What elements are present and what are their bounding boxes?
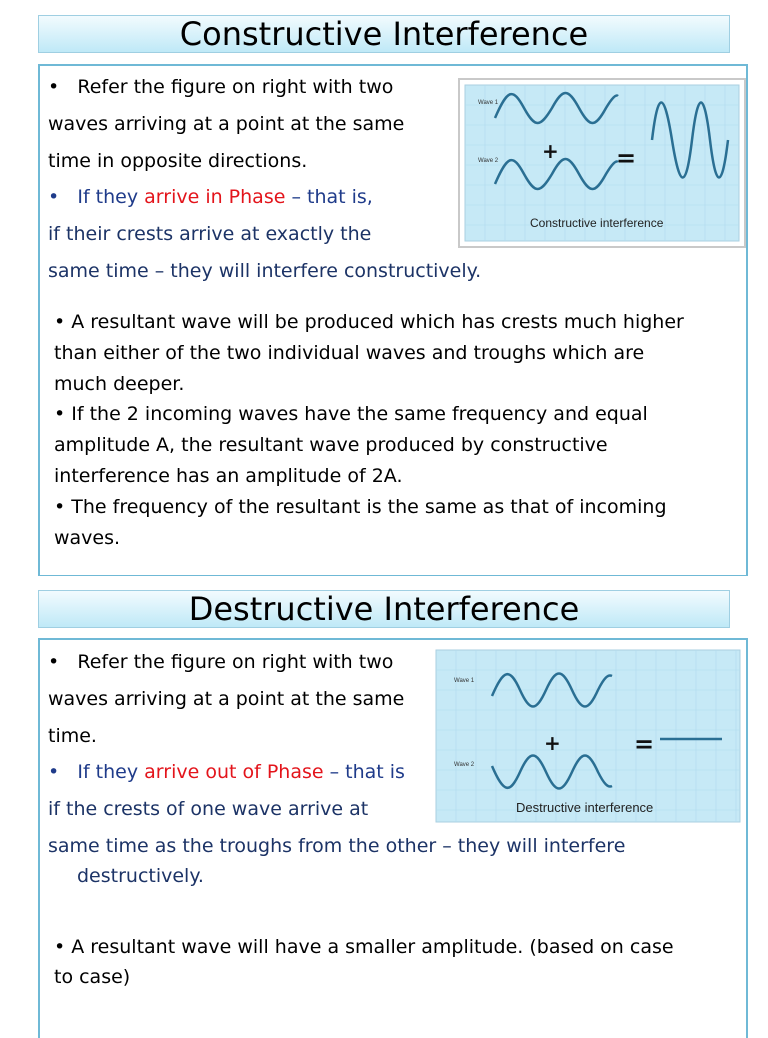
destructive-intro-line1: • Refer the figure on right with two: [48, 651, 394, 673]
constructive-crest-line1: if their crests arrive at exactly the: [48, 223, 372, 245]
wave1-label: Wave 1: [478, 100, 499, 106]
plus-sign: +: [544, 731, 561, 755]
destructive-crest-line2: same time as the troughs from the other – they will interfere: [48, 835, 626, 857]
equals-sign: =: [616, 144, 637, 172]
constructive-phase-line: • If they arrive in Phase – that is,: [48, 186, 373, 208]
constructive-freq-point-1: • The frequency of the resultant is the same as that of incoming: [54, 496, 667, 518]
constructive-blue-point-3: interference has an amplitude of 2A.: [54, 465, 403, 487]
constructive-diagram: [460, 80, 744, 246]
constructive-blue-point-1: • If the 2 incoming waves have the same frequency and equal: [54, 403, 648, 425]
destructive-phase-line: • If they arrive out of Phase – that is: [48, 761, 405, 783]
destructive-point-2: to case): [54, 966, 131, 988]
destructive-diagram: [434, 648, 742, 824]
constructive-figure: [458, 78, 746, 248]
constructive-point-2: than either of the two individual waves and troughs which are: [54, 342, 645, 364]
wave2-label: Wave 2: [478, 158, 499, 164]
arrive-out-of-phase-text: arrive out of Phase: [144, 761, 324, 783]
constructive-title: Constructive Interference: [38, 15, 730, 53]
constructive-intro-line3: time in opposite directions.: [48, 150, 308, 172]
destructive-caption: Destructive interference: [516, 800, 654, 815]
constructive-blue-point-2: amplitude A, the resultant wave produced by constructive: [54, 434, 608, 456]
destructive-title: Destructive Interference: [38, 590, 730, 628]
destructive-intro-line2: waves arriving at a point at the same: [48, 688, 405, 710]
destructive-panel: [38, 638, 748, 1038]
constructive-intro-line2: waves arriving at a point at the same: [48, 113, 405, 135]
wave2-label: Wave 2: [454, 762, 475, 768]
wave1-label: Wave 1: [454, 678, 475, 684]
destructive-crest-line3: destructively.: [77, 865, 204, 887]
constructive-crest-line2: same time – they will interfere constructively.: [48, 260, 482, 282]
constructive-point-1: • A resultant wave will be produced which has crests much higher: [54, 311, 684, 333]
arrive-in-phase-text: arrive in Phase: [144, 186, 286, 208]
constructive-point-3: much deeper.: [54, 373, 185, 395]
destructive-figure: [434, 648, 742, 824]
equals-sign: =: [634, 730, 655, 758]
plus-sign: +: [542, 139, 559, 163]
destructive-intro-line3: time.: [48, 725, 97, 747]
constructive-freq-point-2: waves.: [54, 527, 121, 549]
destructive-crest-line1: if the crests of one wave arrive at: [48, 798, 369, 820]
constructive-panel: [38, 64, 748, 576]
destructive-point-1: • A resultant wave will have a smaller amplitude. (based on case: [54, 936, 674, 958]
figure-background: [436, 650, 740, 822]
constructive-intro-line1: • Refer the figure on right with two: [48, 76, 394, 98]
constructive-caption: Constructive interference: [530, 216, 664, 230]
